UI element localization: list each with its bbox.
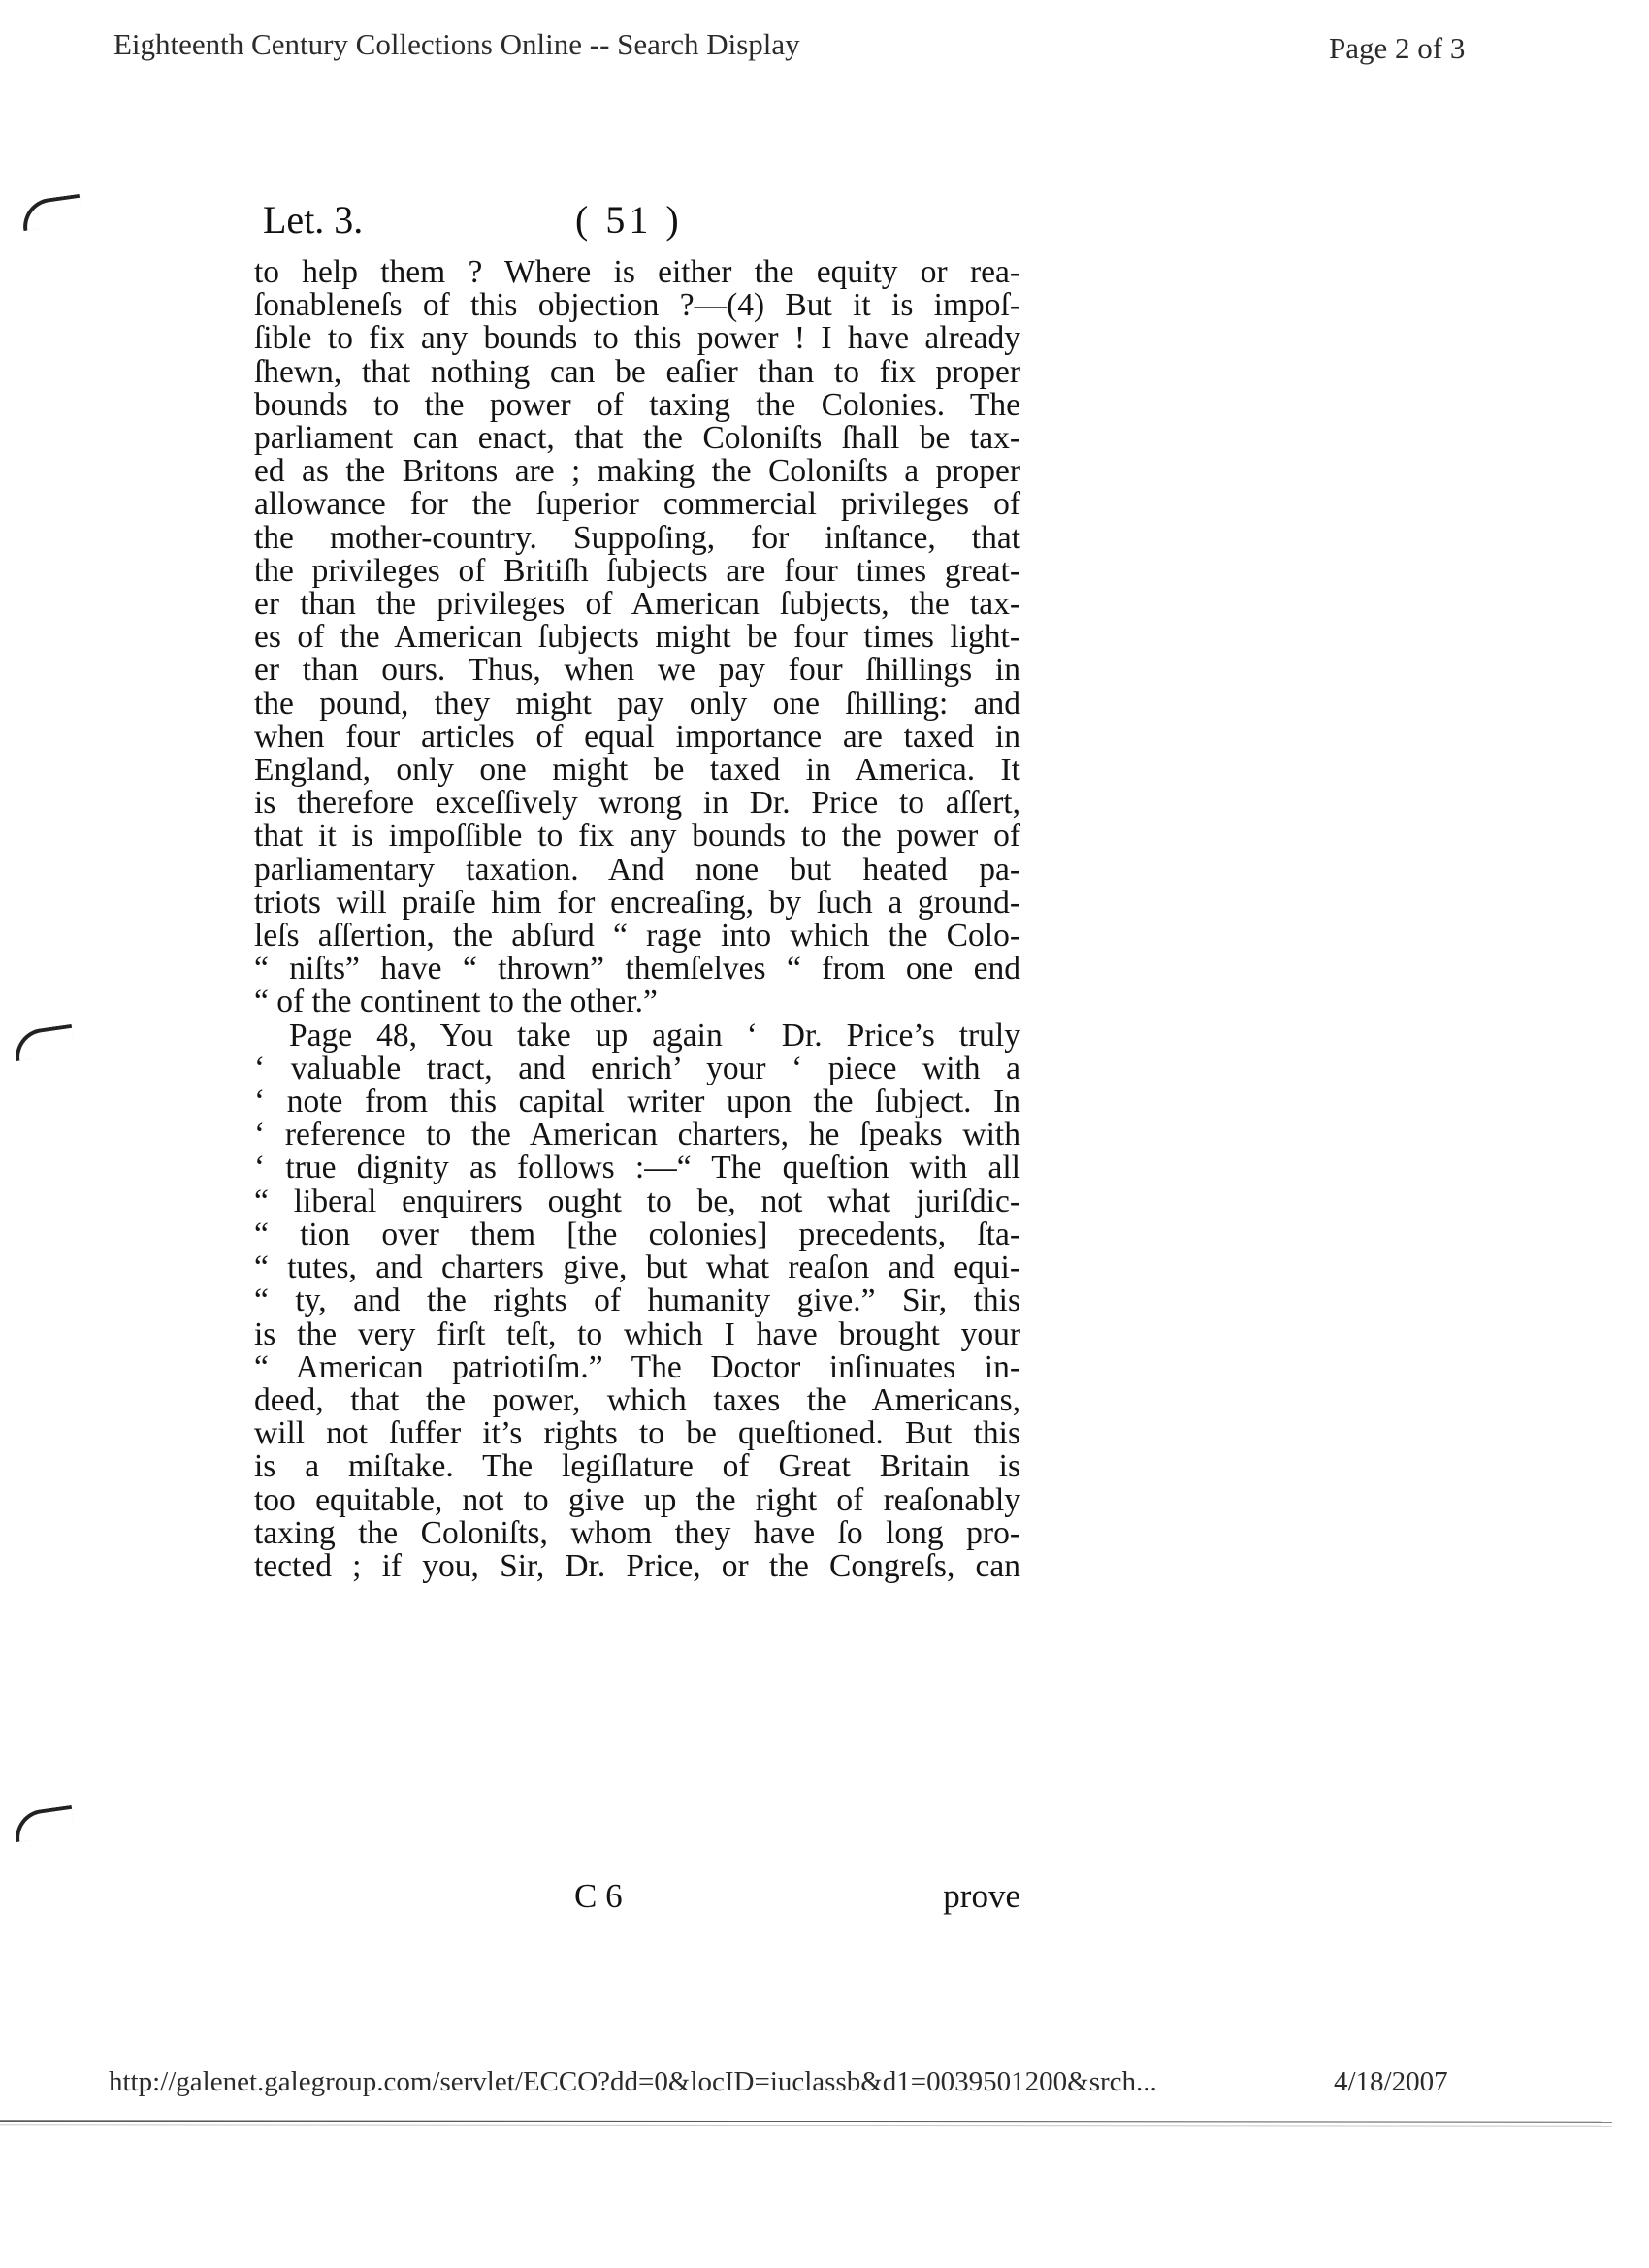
text-line: “ ty, and the rights of humanity give.” Sir, this (254, 1282, 1020, 1319)
letter-number: Let. 3. (263, 198, 364, 242)
text-line: is therefore exceſſively wrong in Dr. Price to aſſert, (254, 785, 1020, 822)
text-line: will not ſuffer it’s rights to be queſtioned. But this (254, 1415, 1020, 1452)
text-line: ‘ true dignity as follows :—“ The queſtion with all (254, 1150, 1020, 1186)
text-line: “ tutes, and charters give, but what reaſon and equi- (254, 1249, 1020, 1286)
binding-hole-mark (12, 1805, 76, 1842)
scan-paper-edge-shadow (0, 2124, 1612, 2126)
text-line: ‘ reference to the American charters, he ſpeaks with (254, 1117, 1020, 1153)
text-line: leſs aſſertion, the abſurd “ rage into which the Colo- (254, 918, 1020, 955)
text-line: deed, that the power, which taxes the Americans, (254, 1381, 1020, 1418)
text-line: ed as the Britons are ; making the Coloniſts a proper (254, 453, 1020, 490)
print-page-number: Page 2 of 3 (1329, 31, 1466, 65)
text-line: ‘ note from this capital writer upon the ſubject. In (254, 1084, 1020, 1120)
text-line: to help them ? Where is either the equity or rea- (254, 254, 1020, 290)
text-line: when four articles of equal importance are taxed in (254, 718, 1020, 755)
text-line: “ niſts” have “ thrown” themſelves “ from one end (254, 951, 1020, 988)
text-line: ſible to fix any bounds to this power ! I have already (254, 320, 1020, 357)
text-line: “ liberal enquirers ought to be, not what juriſdic- (254, 1183, 1020, 1219)
text-line: er than ours. Thus, when we pay four ſhillings in (254, 652, 1020, 689)
print-footer-url: http://galenet.galegroup.com/servlet/ECCO?dd=0&locID=iuclassb&d1=0039501200&srch... (109, 2066, 1157, 2097)
print-header-title: Eighteenth Century Collections Online -- Search Display (113, 27, 800, 61)
page-foot (254, 1877, 1020, 1920)
text-line: parliamentary taxation. And none but heated pa- (254, 851, 1020, 888)
scan-paper-edge (0, 2120, 1612, 2122)
text-line: that it is impoſſible to fix any bounds to the power of (254, 818, 1020, 855)
text-line: “ of the continent to the other.” (254, 984, 658, 1021)
text-line: parliament can enact, that the Coloniſts ſhall be tax- (254, 420, 1020, 457)
signature-mark: C 6 (574, 1877, 623, 1915)
binding-hole-mark (12, 1024, 76, 1061)
text-line: er than the privileges of American ſubjects, the tax- (254, 586, 1020, 623)
text-line: allowance for the ſuperior commercial privileges of (254, 486, 1020, 523)
running-head (263, 197, 748, 245)
text-line: ſhewn, that nothing can be eaſier than to fix proper (254, 353, 1020, 390)
text-line: Page 48, You take up again ‘ Dr. Price’s truly (289, 1017, 1020, 1053)
text-line: es of the American ſubjects might be four times light- (254, 619, 1020, 656)
text-line: the mother-country. Suppoſing, for inſtance, that (254, 519, 1020, 556)
text-line: “ American patriotiſm.” The Doctor inſinuates in- (254, 1348, 1020, 1385)
text-line: is a miſtake. The legiſlature of Great Britain is (254, 1448, 1020, 1485)
text-line: taxing the Coloniſts, whom they have ſo long pro- (254, 1514, 1020, 1551)
text-line: too equitable, not to give up the right of reaſonably (254, 1481, 1020, 1518)
print-footer-date: 4/18/2007 (1334, 2066, 1448, 2097)
page-body-text (254, 256, 1020, 1583)
text-line: is the very firſt teſt, to which I have brought your (254, 1315, 1020, 1352)
text-line: the pound, they might pay only one ſhilling: and (254, 685, 1020, 722)
text-line: bounds to the power of taxing the Colonies. The (254, 386, 1020, 423)
text-line: ‘ valuable tract, and enrich’ your ‘ piece with a (254, 1050, 1020, 1086)
folio-page-number: ( 51 ) (575, 198, 683, 242)
text-line: triots will praiſe him for encreaſing, by ſuch a ground- (254, 884, 1020, 921)
text-line: ſonableneſs of this objection ?—(4) But it is impoſ- (254, 287, 1020, 324)
text-line: England, only one might be taxed in America. It (254, 752, 1020, 789)
binding-hole-mark (19, 194, 83, 231)
text-line: tected ; if you, Sir, Dr. Price, or the Congreſs, can (254, 1547, 1020, 1584)
text-line: “ tion over them [the colonies] precedents, ſta- (254, 1215, 1020, 1252)
catchword: prove (943, 1877, 1020, 1915)
text-line: the privileges of Britiſh ſubjects are four times great- (254, 552, 1020, 589)
